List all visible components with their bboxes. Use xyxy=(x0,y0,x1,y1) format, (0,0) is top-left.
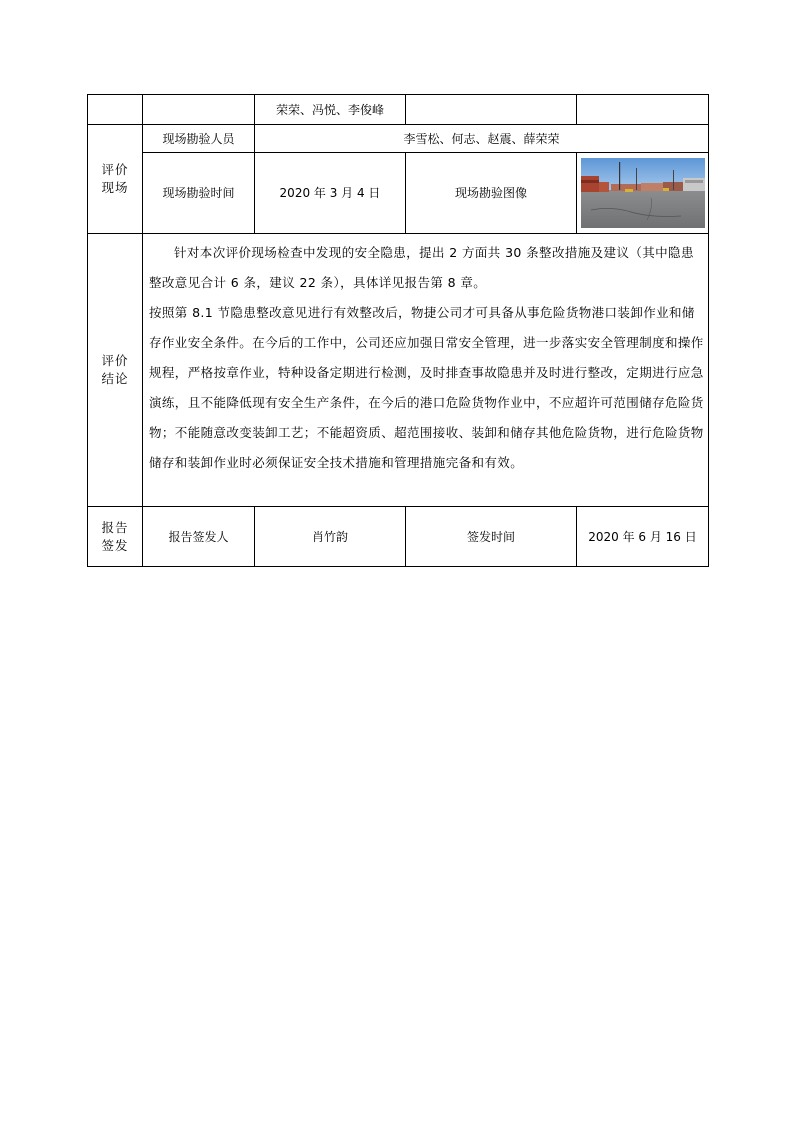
site-label-line1: 评价 xyxy=(101,162,129,177)
table-row-site-personnel xyxy=(88,125,709,153)
personnel-value: 李雪松、何志、赵震、薛荣荣 xyxy=(255,125,709,153)
table-row-issuance xyxy=(88,507,709,567)
issue-date-value: 2020 年 6 月 16 日 xyxy=(577,507,709,567)
table-row-site-time xyxy=(88,153,709,234)
table-row-continuation xyxy=(88,95,709,125)
conclusion-label-line2: 结论 xyxy=(101,371,129,386)
table-row-conclusion xyxy=(88,234,709,507)
conclusion-paragraph-2: 按照第 8.1 节隐患整改意见进行有效整改后，物捷公司才可具备从事危险货物港口装卸作业和储存作业安全条件。在今后的工作中，公司还应加强日常安全管理，进一步落实安全管理制度和操作规程，严格按章作业，特种设备定期进行检测，及时排查事故隐患并及时进行整改，定期进行应急演练，且不能降低现有安全生产条件，在今后的港口危险货物作业中，不应超许可范围储存危险货物；不能随意改变装卸工艺；不能超资质、超范围接收、装卸和储存其他危险货物，进行危险货物储存和装卸作业时必须保证安全技术措施和管理措施完备和有效。 xyxy=(149,305,704,470)
empty-cell xyxy=(88,95,143,125)
conclusion-section-label xyxy=(88,234,143,507)
empty-cell xyxy=(406,95,577,125)
site-section-label xyxy=(88,125,143,234)
time-label: 现场勘验时间 xyxy=(143,153,255,234)
issue-date-label: 签发时间 xyxy=(406,507,577,567)
signer-label: 报告签发人 xyxy=(143,507,255,567)
conclusion-paragraph-1: 针对本次评价现场检查中发现的安全隐患，提出 2 方面共 30 条整改措施及建议（其中隐患整改意见合计 6 条，建议 22 条），具体详见报告第 8 章。 xyxy=(149,245,694,290)
empty-cell xyxy=(577,95,709,125)
site-photo-cell xyxy=(577,153,709,234)
conclusion-label-line1: 评价 xyxy=(101,353,129,368)
conclusion-text xyxy=(143,234,709,507)
time-value: 2020 年 3 月 4 日 xyxy=(255,153,406,234)
issuance-section-label xyxy=(88,507,143,567)
personnel-label: 现场勘验人员 xyxy=(143,125,255,153)
site-label-line2: 现场 xyxy=(101,180,129,195)
site-inspection-photo xyxy=(581,158,705,228)
evaluation-report-table xyxy=(87,94,709,567)
issuance-label-line2: 签发 xyxy=(101,537,129,553)
issuance-label-line1: 报告 xyxy=(101,519,129,535)
empty-cell xyxy=(143,95,255,125)
signer-value: 肖竹韵 xyxy=(255,507,406,567)
personnel-names-continued: 荣荣、冯悦、李俊峰 xyxy=(255,95,406,125)
image-label: 现场勘验图像 xyxy=(406,153,577,234)
